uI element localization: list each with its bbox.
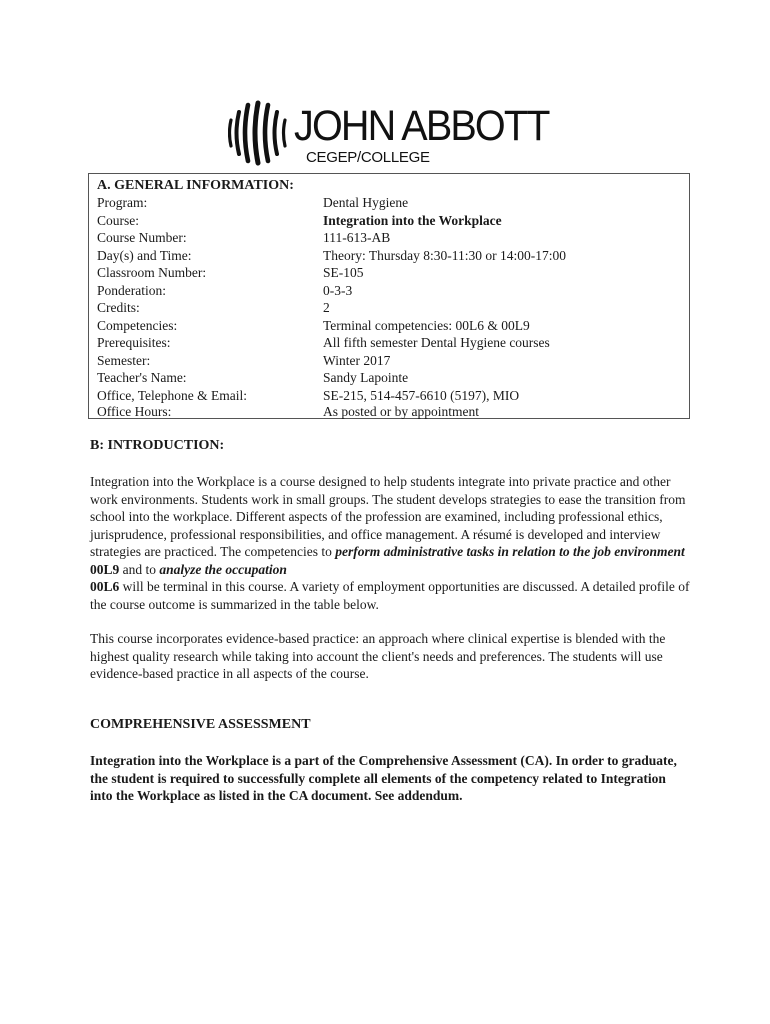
- info-value: SE-215, 514-457-6610 (5197), MIO: [323, 387, 520, 403]
- info-label: Classroom Number:: [97, 265, 207, 280]
- info-value: Dental Hygiene: [323, 195, 409, 210]
- info-label: Semester:: [97, 352, 151, 368]
- competency-code: 00L6: [90, 579, 120, 594]
- info-label: Course:: [97, 212, 139, 228]
- info-label: Prerequisites:: [97, 335, 171, 350]
- college-logo: [228, 98, 558, 170]
- info-label: Day(s) and Time:: [97, 247, 192, 263]
- info-value: Integration into the Workplace: [323, 212, 502, 228]
- competency-emphasis: perform administrative tasks in relation to the job environment: [335, 544, 685, 559]
- info-value: Terminal competencies: 00L6 & 00L9: [323, 317, 530, 333]
- info-label: Competencies:: [97, 317, 178, 333]
- info-value: Sandy Lapointe: [323, 370, 409, 385]
- college-subtitle: CEGEP/COLLEGE: [306, 149, 430, 166]
- info-label: Office Hours:: [97, 404, 172, 419]
- competency-code: 00L9: [90, 561, 120, 577]
- info-label: Ponderation:: [97, 282, 166, 298]
- college-name: JOHN ABBOTT: [294, 102, 549, 150]
- info-value: SE-105: [323, 265, 364, 280]
- info-value: 2: [323, 300, 330, 315]
- assessment-paragraph: Integration into the Workplace is a part of the Comprehensive Assessment (CA). In order to graduate, the student is required to successfully complete all elements of the competency related to Integration into the Workplace as listed in the CA document. See addendum.: [90, 753, 677, 803]
- introduction-paragraph-2: This course incorporates evidence-based practice: an approach where clinical expertise is blended with the highest quality research while taking into account the client's needs and preferences. The students will use evidence-based practice in all aspects of the course.: [90, 631, 666, 681]
- assessment-heading: COMPREHENSIVE ASSESSMENT: [90, 717, 311, 732]
- info-value: All fifth semester Dental Hygiene courses: [323, 335, 550, 350]
- info-value: Theory: Thursday 8:30-11:30 or 14:00-17:00: [323, 247, 566, 263]
- info-label: Course Number:: [97, 230, 187, 245]
- john-abbott-stripes-icon: [228, 100, 290, 166]
- general-information-table: [88, 173, 690, 419]
- intro-text: will be terminal in this course. A variety of employment opportunities are discussed. A detailed profile of the course outcome is summarized in the table below.: [90, 579, 690, 612]
- intro-text: Integration into the Workplace is a course designed to help students integrate into private practice and other work environments. Students work in small groups. The student develops strategies to ease the transition from school into the workplace. Different aspects of the profession are examined, including professional ethics, jurisprudence, professional responsibilities, and office management. A résumé is developed and interview strategies are practiced. The competencies to: [90, 474, 686, 559]
- info-value: 111-613-AB: [323, 230, 391, 245]
- info-label: Teacher's Name:: [97, 370, 187, 385]
- introduction-heading: B: INTRODUCTION:: [90, 438, 225, 453]
- info-value: 0-3-3: [323, 282, 353, 298]
- info-value: Winter 2017: [323, 352, 391, 368]
- info-label: Credits:: [97, 300, 140, 315]
- competency-emphasis: analyze the occupation: [159, 561, 287, 577]
- general-information-title: A. GENERAL INFORMATION:: [97, 178, 294, 193]
- info-label: Program:: [97, 195, 148, 210]
- intro-text: and to: [119, 561, 160, 577]
- introduction-paragraph-1: [90, 473, 690, 613]
- info-value: As posted or by appointment: [323, 404, 479, 419]
- info-label: Office, Telephone & Email:: [97, 387, 248, 403]
